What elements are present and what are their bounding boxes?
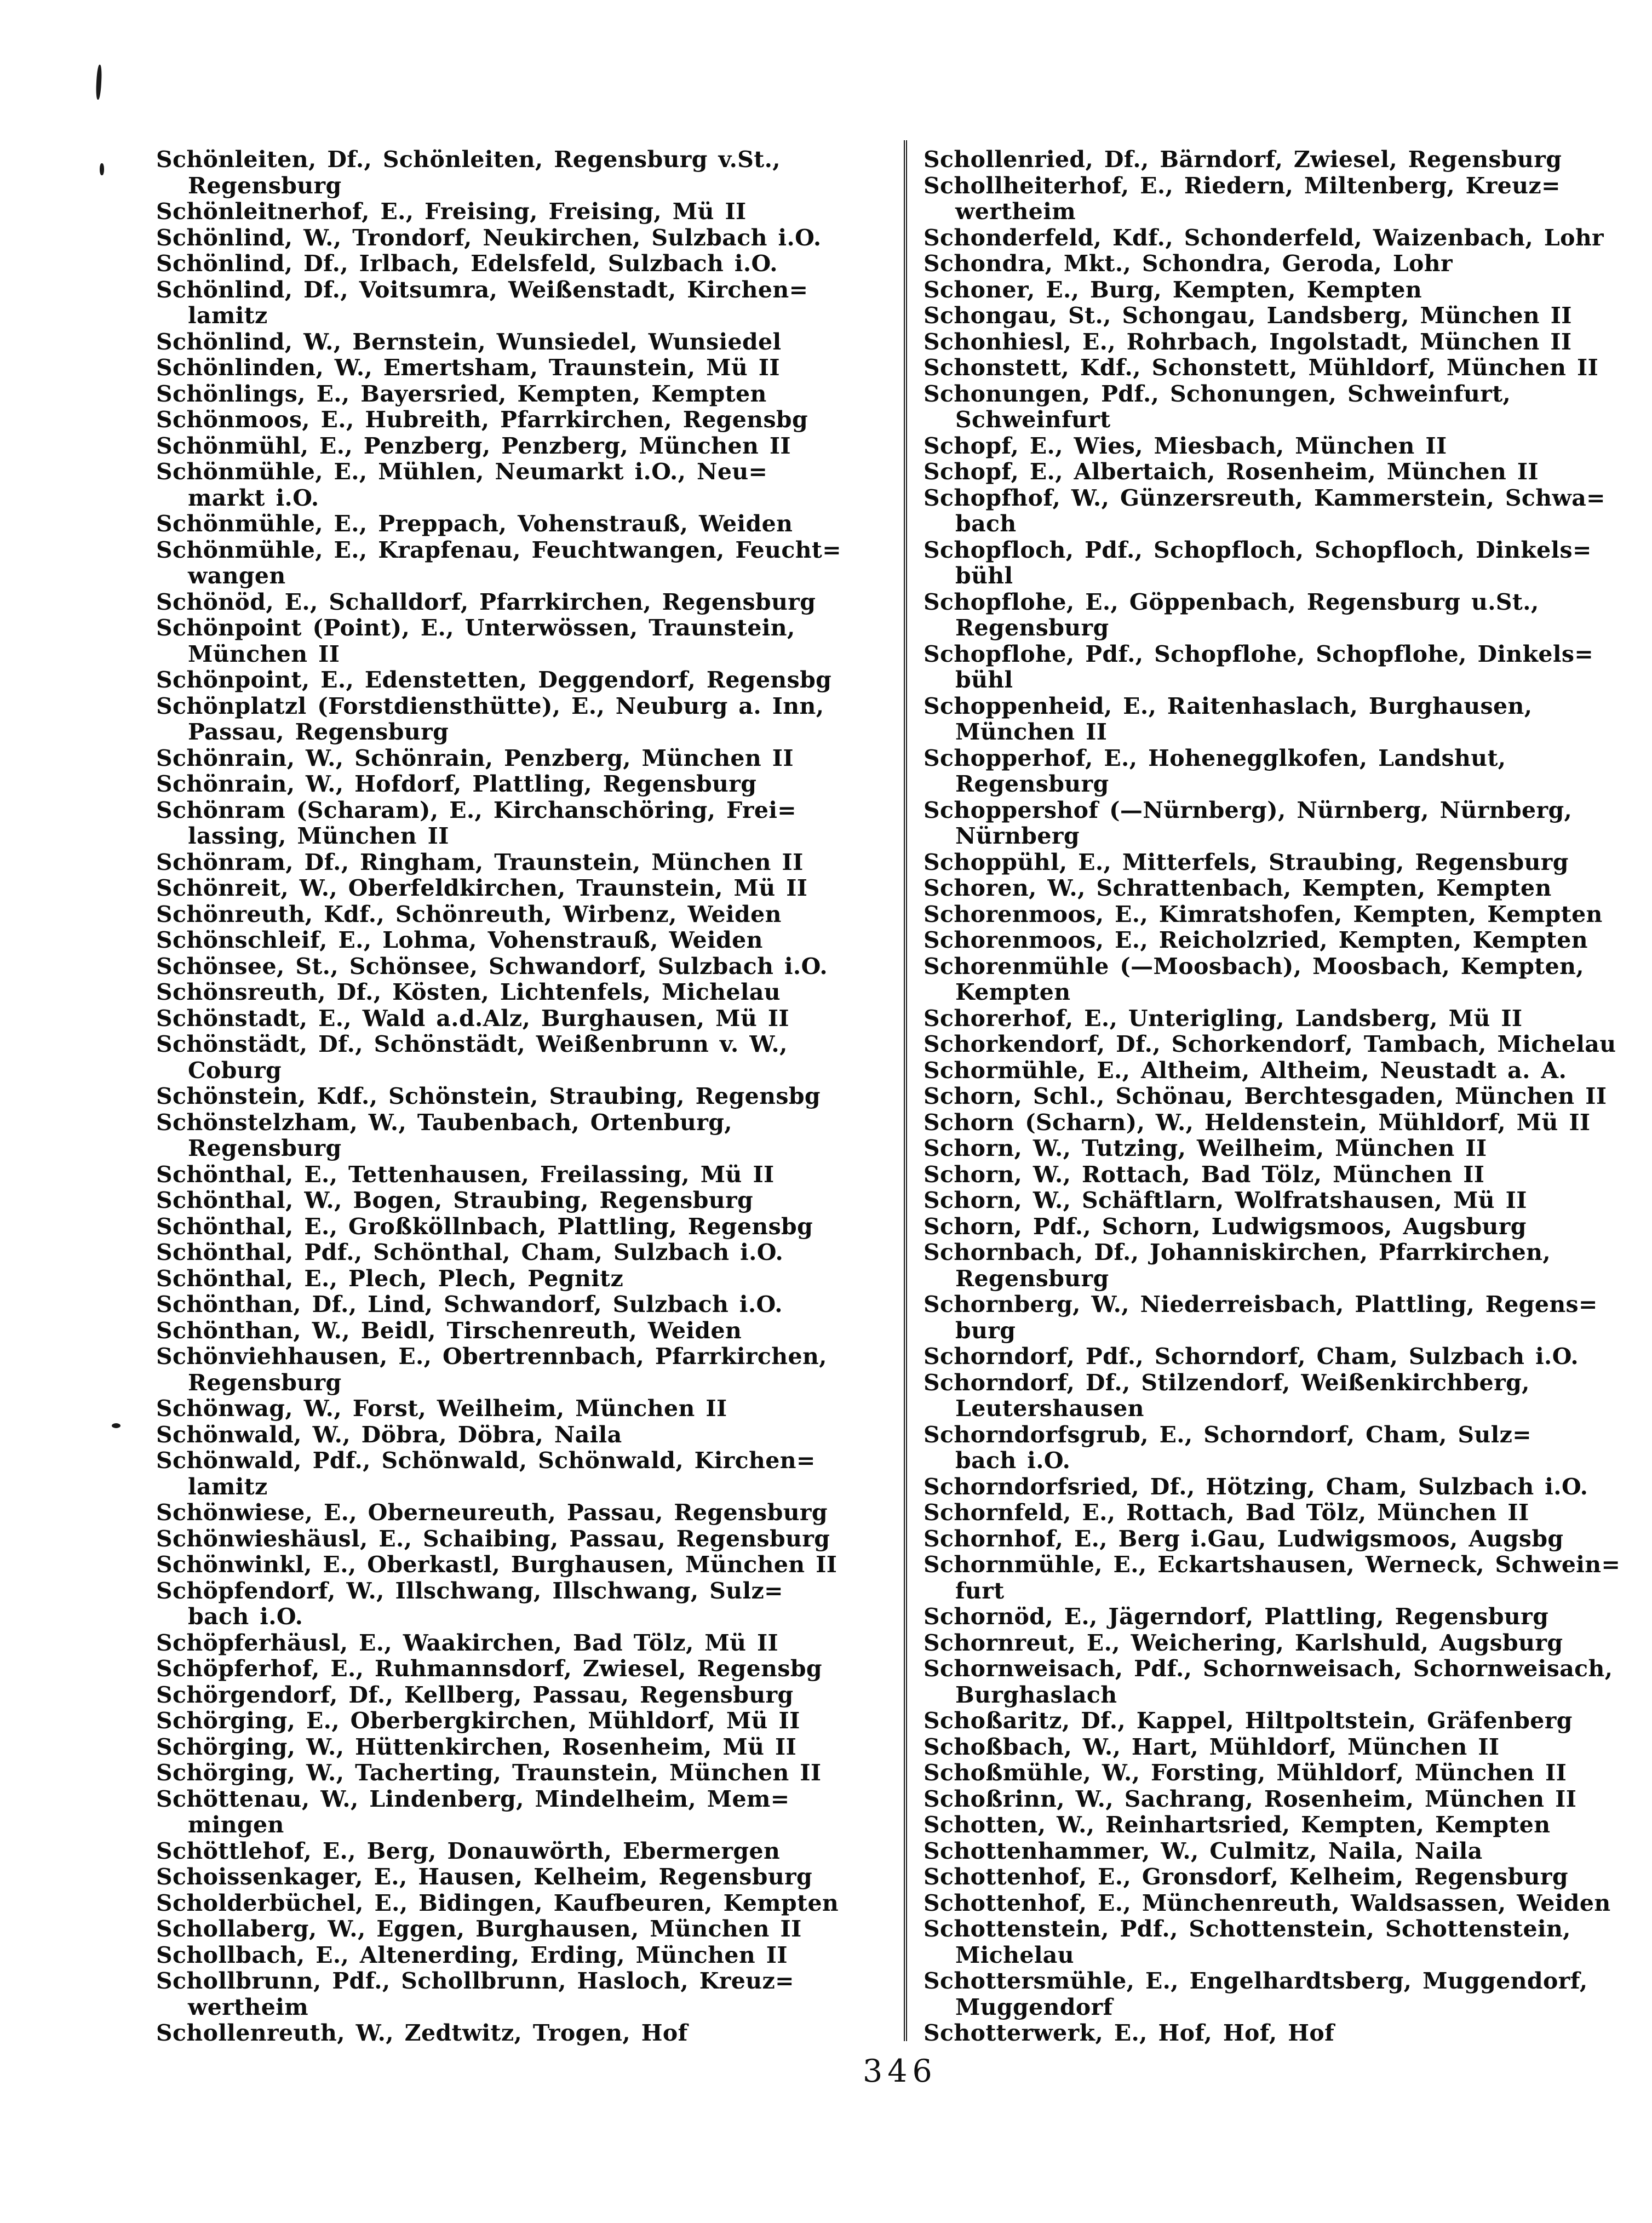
entry-line: Schönrain, W., Schönrain, Penzberg, München II (156, 744, 794, 771)
entry-line: Schollenreuth, W., Zedtwitz, Trogen, Hof (156, 2020, 688, 2046)
entry-line: Schollaberg, W., Eggen, Burghausen, München II (156, 1916, 802, 1942)
gazetteer-entry (156, 954, 901, 980)
entry-line: Schoßbach, W., Hart, Mühldorf, München II (923, 1733, 1500, 1760)
gazetteer-entry (156, 1240, 901, 1266)
entry-line: Schönthal, E., Großköllnbach, Plattling, Regensbg (156, 1213, 813, 1240)
gazetteer-entry (156, 511, 901, 537)
entry-line: Schönreuth, Kdf., Schönreuth, Wirbenz, Weiden (156, 901, 782, 927)
gazetteer-entry (156, 1916, 901, 1943)
gazetteer-entry (923, 1604, 1642, 1630)
entry-continuation-line: Regensburg (955, 771, 1109, 797)
entry-continuation-line: markt i.O. (188, 484, 319, 511)
entry-line: Schönlind, W., Trondorf, Neukirchen, Sulzbach i.O. (156, 224, 822, 251)
gazetteer-entry (156, 1162, 901, 1188)
gazetteer-entry (156, 1968, 901, 2020)
entry-line: Schottenhof, E., Gronsdorf, Kelheim, Regensburg (923, 1864, 1568, 1890)
gazetteer-entry (156, 979, 901, 1006)
entry-continuation-line: lamitz (188, 302, 268, 329)
entry-line: Schoßmühle, W., Forsting, Mühldorf, München II (923, 1760, 1567, 1786)
entry-line: Schonstett, Kdf., Schonstett, Mühldorf, München II (923, 354, 1599, 381)
entry-line: Schotten, W., Reinhartsried, Kempten, Kempten (923, 1812, 1551, 1838)
gazetteer-entry (923, 746, 1642, 798)
entry-line: Schönstelzham, W., Taubenbach, Ortenburg, (156, 1109, 732, 1136)
gazetteer-entry (156, 1864, 901, 1890)
entry-continuation-line: Nürnberg (955, 823, 1080, 849)
entry-line: Schönlind, W., Bernstein, Wunsiedel, Wunsiedel (156, 328, 782, 355)
entry-line: Schönthal, E., Tettenhausen, Freilassing, Mü II (156, 1161, 775, 1188)
entry-line: Schönmoos, E., Hubreith, Pfarrkirchen, Regensbg (156, 406, 808, 433)
gazetteer-entry (156, 927, 901, 954)
gazetteer-entry (156, 1422, 901, 1448)
gazetteer-entry (156, 1188, 901, 1214)
entry-line: Schönsreuth, Df., Kösten, Lichtenfels, Michelau (156, 979, 781, 1005)
entry-continuation-line: wertheim (188, 1993, 308, 2020)
gazetteer-entry (923, 1162, 1642, 1188)
gazetteer-entry (923, 1032, 1642, 1058)
entry-line: Schönlinden, W., Emertsham, Traunstein, Mü II (156, 354, 780, 381)
entry-line: Schörging, W., Hüttenkirchen, Rosenheim, Mü II (156, 1733, 797, 1760)
entry-line: Schorndorfsried, Df., Hötzing, Cham, Sulzbach i.O. (923, 1473, 1588, 1500)
entry-line: Schorenmoos, E., Reicholzried, Kempten, Kempten (923, 927, 1588, 953)
entry-continuation-line: Coburg (188, 1057, 282, 1084)
scan-artifact (112, 1423, 121, 1428)
gazetteer-entry (156, 355, 901, 381)
gazetteer-entry (156, 1734, 901, 1761)
entry-line: Schönviehhausen, E., Obertrennbach, Pfarrkirchen, (156, 1343, 827, 1370)
gazetteer-entry (923, 381, 1642, 433)
entry-line: Schönrain, W., Hofdorf, Plattling, Regensburg (156, 771, 757, 797)
entry-line: Schörging, E., Oberbergkirchen, Mühldorf, Mü II (156, 1708, 800, 1734)
gazetteer-entry (923, 1708, 1642, 1734)
gazetteer-entry (156, 771, 901, 798)
entry-line: Schornreut, E., Weichering, Karlshuld, Augsburg (923, 1629, 1563, 1656)
entry-line: Schollbrunn, Pdf., Schollbrunn, Hasloch, Kreuz= (156, 1968, 794, 1994)
entry-continuation-line: Regensburg (188, 172, 342, 199)
gazetteer-entry (156, 746, 901, 772)
gazetteer-entry (156, 1682, 901, 1709)
gazetteer-entry (923, 1344, 1642, 1370)
gazetteer-entry (923, 173, 1642, 225)
gazetteer-entry (156, 537, 901, 589)
gazetteer-entry (923, 798, 1642, 850)
gazetteer-entry (923, 875, 1642, 902)
gazetteer-entry (923, 2020, 1642, 2047)
gazetteer-entry (923, 277, 1642, 303)
entry-continuation-line: Schweinfurt (955, 406, 1111, 433)
gazetteer-entry (156, 850, 901, 876)
gazetteer-entry (156, 1760, 901, 1786)
gazetteer-entry (156, 1214, 901, 1240)
gazetteer-entry (923, 1292, 1642, 1344)
page-number: 346 (863, 2053, 937, 2089)
gazetteer-entry (923, 1552, 1642, 1604)
entry-line: Schongau, St., Schongau, Landsberg, München II (923, 302, 1572, 329)
entry-line: Schorndorf, Pdf., Schorndorf, Cham, Sulzbach i.O. (923, 1343, 1579, 1370)
gazetteer-entry (923, 1760, 1642, 1786)
entry-continuation-line: burg (955, 1317, 1016, 1344)
entry-line: Schönmühle, E., Krapfenau, Feuchtwangen, Feucht= (156, 536, 842, 563)
column-right (923, 147, 1642, 2047)
entry-line: Schorerhof, E., Unterigling, Landsberg, Mü II (923, 1005, 1523, 1032)
gazetteer-entry (156, 615, 901, 667)
entry-line: Schorn, Pdf., Schorn, Ludwigsmoos, Augsburg (923, 1213, 1527, 1240)
entry-continuation-line: mingen (188, 1812, 284, 1838)
entry-line: Schottenstein, Pdf., Schottenstein, Schottenstein, (923, 1916, 1571, 1942)
entry-line: Schöpferhäusl, E., Waakirchen, Bad Tölz, Mü II (156, 1629, 779, 1656)
gazetteer-entry (923, 1500, 1642, 1526)
gazetteer-entry (923, 1058, 1642, 1084)
gazetteer-entry (923, 1864, 1642, 1890)
entry-continuation-line: wertheim (955, 198, 1076, 225)
gazetteer-entry (156, 407, 901, 433)
entry-line: Schopf, E., Wies, Miesbach, München II (923, 432, 1447, 459)
entry-line: Schornmühle, E., Eckartshausen, Werneck, Schwein= (923, 1551, 1621, 1578)
gazetteer-entry (156, 1630, 901, 1657)
gazetteer-entry (923, 954, 1642, 1006)
entry-continuation-line: lassing, München II (188, 823, 449, 849)
entry-line: Schopf, E., Albertaich, Rosenheim, München II (923, 459, 1539, 485)
entry-continuation-line: Regensburg (955, 615, 1109, 641)
entry-line: Schonderfeld, Kdf., Schonderfeld, Waizenbach, Lohr (923, 224, 1604, 251)
gazetteer-entry (156, 329, 901, 356)
gazetteer-entry (156, 1448, 901, 1500)
entry-line: Schorn (Scharn), W., Heldenstein, Mühldorf, Mü II (923, 1109, 1591, 1136)
entry-line: Schönwieshäusl, E., Schaibing, Passau, Regensburg (156, 1525, 830, 1552)
gazetteer-entry (156, 433, 901, 460)
gazetteer-entry (923, 1890, 1642, 1917)
entry-line: Schönleiten, Df., Schönleiten, Regensburg v.St., (156, 146, 781, 173)
gazetteer-entry (156, 381, 901, 408)
entry-line: Schopflohe, Pdf., Schopflohe, Schopflohe, Dinkels= (923, 640, 1594, 667)
gazetteer-entry (156, 225, 901, 251)
entry-continuation-line: bühl (955, 563, 1013, 589)
entry-line: Schoßrinn, W., Sachrang, Rosenheim, München II (923, 1785, 1577, 1812)
gazetteer-entry (923, 850, 1642, 876)
gazetteer-entry (923, 1370, 1642, 1422)
entry-line: Schönlind, Df., Voitsumra, Weißenstadt, Kirchen= (156, 276, 808, 303)
entry-line: Schonhiesl, E., Rohrbach, Ingolstadt, München II (923, 328, 1572, 355)
entry-continuation-line: München II (188, 640, 340, 667)
entry-continuation-line: bach i.O. (188, 1603, 303, 1630)
gazetteer-entry (923, 1656, 1642, 1708)
entry-line: Schörgendorf, Df., Kellberg, Passau, Regensburg (156, 1681, 794, 1708)
entry-line: Schoner, E., Burg, Kempten, Kempten (923, 276, 1422, 303)
gazetteer-entry (923, 1812, 1642, 1838)
entry-line: Schottenhammer, W., Culmitz, Naila, Naila (923, 1837, 1483, 1864)
gazetteer-entry (923, 927, 1642, 954)
gazetteer-entry (156, 1110, 901, 1162)
gazetteer-entry (923, 1214, 1642, 1240)
entry-continuation-line: bühl (955, 667, 1013, 693)
gazetteer-entry (923, 1968, 1642, 2020)
entry-line: Schornhof, E., Berg i.Gau, Ludwigsmoos, Augsbg (923, 1525, 1564, 1552)
gazetteer-entry (156, 694, 901, 746)
gazetteer-entry (923, 1006, 1642, 1032)
entry-line: Schopfloch, Pdf., Schopfloch, Schopfloch, Dinkels= (923, 536, 1592, 563)
entry-line: Schönwinkl, E., Oberkastl, Burghausen, München II (156, 1551, 838, 1578)
gazetteer-entry (156, 1838, 901, 1865)
gazetteer-entry (923, 1136, 1642, 1162)
entry-line: Schönthan, W., Beidl, Tirschenreuth, Weiden (156, 1317, 742, 1344)
entry-line: Schönram (Scharam), E., Kirchanschöring, Frei= (156, 797, 797, 823)
entry-line: Schornberg, W., Niederreisbach, Plattling, Regens= (923, 1291, 1598, 1317)
entry-line: Schotterwerk, E., Hof, Hof, Hof (923, 2020, 1335, 2046)
entry-line: Schoppühl, E., Mitterfels, Straubing, Regensburg (923, 849, 1569, 875)
gazetteer-entry (156, 875, 901, 902)
entry-continuation-line: Muggendorf (955, 1993, 1113, 2020)
gazetteer-entry (923, 459, 1642, 485)
gazetteer-entry (923, 1188, 1642, 1214)
entry-line: Schorenmühle (—Moosbach), Moosbach, Kempten, (923, 953, 1584, 979)
entry-continuation-line: München II (955, 719, 1108, 745)
entry-line: Schönpoint, E., Edenstetten, Deggendorf, Regensbg (156, 667, 832, 693)
entry-line: Schollheiterhof, E., Riedern, Miltenberg, Kreuz= (923, 172, 1561, 199)
gazetteer-entry (156, 1890, 901, 1917)
gazetteer-entry (923, 303, 1642, 329)
gazetteer-entry (923, 641, 1642, 694)
gazetteer-entry (156, 1318, 901, 1344)
gazetteer-entry (156, 667, 901, 694)
entry-line: Schorn, W., Schäftlarn, Wolfratshausen, Mü II (923, 1187, 1527, 1213)
gazetteer-entry (923, 694, 1642, 746)
gazetteer-entry (923, 1474, 1642, 1500)
gazetteer-entry (923, 902, 1642, 928)
gazetteer-entry (923, 1526, 1642, 1552)
entry-continuation-line: wangen (188, 563, 286, 589)
entry-line: Schöttlehof, E., Berg, Donauwörth, Ebermergen (156, 1837, 781, 1864)
gazetteer-entry (923, 433, 1642, 460)
entry-line: Schollenried, Df., Bärndorf, Zwiesel, Regensburg (923, 146, 1562, 173)
gazetteer-entry (923, 1838, 1642, 1865)
entry-line: Schönwald, W., Döbra, Döbra, Naila (156, 1421, 622, 1448)
gazetteer-entry (923, 1786, 1642, 1813)
entry-line: Schöpfendorf, W., Illschwang, Illschwang, Sulz= (156, 1577, 783, 1604)
gazetteer-entry (156, 1344, 901, 1396)
gazetteer-entry (923, 1084, 1642, 1110)
entry-line: Schottersmühle, E., Engelhardtsberg, Muggendorf, (923, 1968, 1588, 1994)
gazetteer-entry (923, 1422, 1642, 1474)
gazetteer-entry (923, 1630, 1642, 1657)
entry-continuation-line: Michelau (955, 1941, 1074, 1968)
entry-line: Schönmühl, E., Penzberg, Penzberg, München II (156, 432, 791, 459)
entry-line: Schönstadt, E., Wald a.d.Alz, Burghausen, Mü II (156, 1005, 789, 1032)
entry-line: Schönstein, Kdf., Schönstein, Straubing, Regensbg (156, 1083, 821, 1109)
entry-line: Schorndorfsgrub, E., Schorndorf, Cham, Sulz= (923, 1421, 1532, 1448)
gazetteer-entry (156, 199, 901, 225)
gazetteer-entry (923, 355, 1642, 381)
gazetteer-entry (923, 1916, 1642, 1968)
entry-line: Schorn, W., Rottach, Bad Tölz, München II (923, 1161, 1485, 1188)
entry-line: Schorndorf, Df., Stilzendorf, Weißenkirchberg, (923, 1369, 1530, 1396)
entry-line: Schoppershof (—Nürnberg), Nürnberg, Nürnberg, (923, 797, 1573, 823)
entry-line: Schoppenheid, E., Raitenhaslach, Burghausen, (923, 692, 1533, 719)
entry-line: Schondra, Mkt., Schondra, Geroda, Lohr (923, 250, 1453, 277)
gazetteer-entry (923, 485, 1642, 537)
entry-line: Schornbach, Df., Johanniskirchen, Pfarrkirchen, (923, 1239, 1551, 1265)
entry-line: Schönthal, Pdf., Schönthal, Cham, Sulzbach i.O. (156, 1239, 784, 1265)
entry-line: Scholderbüchel, E., Bidingen, Kaufbeuren, Kempten (156, 1889, 839, 1916)
gazetteer-entry (156, 2020, 901, 2047)
gazetteer-entry (156, 1292, 901, 1318)
gazetteer-entry (156, 1084, 901, 1110)
entry-continuation-line: bach (955, 511, 1017, 537)
entry-continuation-line: Leutershausen (955, 1395, 1144, 1422)
gazetteer-entry (923, 537, 1642, 589)
entry-line: Schönthal, E., Plech, Plech, Pegnitz (156, 1265, 624, 1292)
entry-continuation-line: lamitz (188, 1473, 268, 1500)
gazetteer-entry (156, 251, 901, 277)
entry-line: Schönwald, Pdf., Schönwald, Schönwald, Kirchen= (156, 1447, 816, 1474)
gazetteer-entry (156, 459, 901, 511)
gazetteer-entry (156, 1656, 901, 1682)
entry-line: Schönmühle, E., Mühlen, Neumarkt i.O., Neu= (156, 459, 768, 485)
gazetteer-entry (156, 1526, 901, 1552)
gazetteer-entry (923, 147, 1642, 173)
entry-continuation-line: Burghaslach (955, 1681, 1117, 1708)
entry-line: Schönram, Df., Ringham, Traunstein, München II (156, 849, 804, 875)
entry-line: Schöttenau, W., Lindenberg, Mindelheim, Mem= (156, 1785, 790, 1812)
scan-artifact (95, 65, 102, 100)
entry-line: Schornöd, E., Jägerndorf, Plattling, Regensburg (923, 1603, 1549, 1630)
entry-line: Schoissenkager, E., Hausen, Kelheim, Regensburg (156, 1864, 813, 1890)
entry-line: Schönleitnerhof, E., Freising, Freising, Mü II (156, 198, 747, 225)
gazetteer-entry (156, 1786, 901, 1838)
gazetteer-entry (156, 1032, 901, 1084)
entry-line: Schoren, W., Schrattenbach, Kempten, Kempten (923, 875, 1552, 901)
entry-line: Schörging, W., Tacherting, Traunstein, München II (156, 1760, 822, 1786)
gazetteer-entry (156, 1006, 901, 1032)
gazetteer-entry (923, 225, 1642, 251)
gazetteer-entry (156, 147, 901, 199)
entry-line: Schorn, Schl., Schönau, Berchtesgaden, München II (923, 1083, 1607, 1109)
gazetteer-entry (156, 277, 901, 329)
entry-line: Schollbach, E., Altenerding, Erding, München II (156, 1941, 788, 1968)
gazetteer-entry (923, 589, 1642, 641)
entry-line: Schönthan, Df., Lind, Schwandorf, Sulzbach i.O. (156, 1291, 783, 1317)
gazetteer-entry (156, 798, 901, 850)
gazetteer-entry (156, 1266, 901, 1292)
column-divider-rule (904, 140, 907, 2041)
entry-line: Schönlings, E., Bayersried, Kempten, Kempten (156, 380, 767, 407)
entry-line: Schorn, W., Tutzing, Weilheim, München II (923, 1135, 1487, 1161)
entry-line: Schönlind, Df., Irlbach, Edelsfeld, Sulzbach i.O. (156, 250, 778, 277)
entry-line: Schöpferhof, E., Ruhmannsdorf, Zwiesel, Regensbg (156, 1655, 822, 1682)
column-left (156, 147, 901, 2047)
gazetteer-entry (156, 1500, 901, 1526)
gazetteer-entry (923, 251, 1642, 277)
entry-line: Schönschleif, E., Lohma, Vohenstrauß, Weiden (156, 927, 763, 953)
entry-line: Schopflohe, E., Göppenbach, Regensburg u.St., (923, 588, 1539, 615)
entry-line: Schopfhof, W., Günzersreuth, Kammerstein, Schwa= (923, 484, 1605, 511)
entry-line: Schönwag, W., Forst, Weilheim, München II (156, 1395, 727, 1422)
entry-line: Schoßaritz, Df., Kappel, Hiltpoltstein, Gräfenberg (923, 1708, 1573, 1734)
entry-line: Schopperhof, E., Hohenegglkofen, Landshut, (923, 744, 1506, 771)
scan-artifact (100, 163, 104, 175)
entry-line: Schorkendorf, Df., Schorkendorf, Tambach, Michelau (923, 1031, 1616, 1057)
entry-line: Schottenhof, E., Münchenreuth, Waldsassen, Weiden (923, 1889, 1611, 1916)
entry-continuation-line: Regensburg (955, 1265, 1109, 1292)
entry-continuation-line: Regensburg (188, 1369, 342, 1396)
entry-line: Schornfeld, E., Rottach, Bad Tölz, München II (923, 1499, 1529, 1526)
gazetteer-entry (156, 902, 901, 928)
entry-line: Schönsee, St., Schönsee, Schwandorf, Sulzbach i.O. (156, 953, 828, 979)
entry-line: Schönpoint (Point), E., Unterwössen, Traunstein, (156, 615, 795, 641)
entry-continuation-line: bach i.O. (955, 1447, 1071, 1474)
entry-continuation-line: Kempten (955, 979, 1071, 1005)
entry-line: Schormühle, E., Altheim, Altheim, Neustadt a. A. (923, 1057, 1567, 1084)
entry-line: Schönreit, W., Oberfeldkirchen, Traunstein, Mü II (156, 875, 808, 901)
gazetteer-entry (156, 1943, 901, 1969)
gazetteer-entry (156, 1396, 901, 1422)
entry-continuation-line: Regensburg (188, 1135, 342, 1161)
entry-line: Schönwiese, E., Oberneureuth, Passau, Regensburg (156, 1499, 828, 1526)
entry-line: Schönstädt, Df., Schönstädt, Weißenbrunn v. W., (156, 1031, 788, 1057)
gazetteer-entry (923, 1110, 1642, 1136)
gazetteer-entry (923, 329, 1642, 356)
gazetteer-entry (156, 589, 901, 616)
entry-line: Schonungen, Pdf., Schonungen, Schweinfurt, (923, 380, 1511, 407)
entry-continuation-line: furt (955, 1577, 1005, 1604)
entry-continuation-line: Passau, Regensburg (188, 719, 449, 745)
entry-line: Schönplatzl (Forstdiensthütte), E., Neuburg a. Inn, (156, 692, 824, 719)
gazetteer-entry (156, 1552, 901, 1578)
gazetteer-entry (156, 1578, 901, 1630)
entry-line: Schorenmoos, E., Kimratshofen, Kempten, Kempten (923, 901, 1603, 927)
gazetteer-entry (923, 1734, 1642, 1761)
gazetteer-entry (156, 1708, 901, 1734)
entry-line: Schornweisach, Pdf., Schornweisach, Schornweisach, (923, 1655, 1613, 1682)
entry-line: Schönöd, E., Schalldorf, Pfarrkirchen, Regensburg (156, 588, 816, 615)
gazetteer-entry (923, 1240, 1642, 1292)
entry-line: Schönthal, W., Bogen, Straubing, Regensburg (156, 1187, 754, 1213)
entry-line: Schönmühle, E., Preppach, Vohenstrauß, Weiden (156, 511, 793, 537)
